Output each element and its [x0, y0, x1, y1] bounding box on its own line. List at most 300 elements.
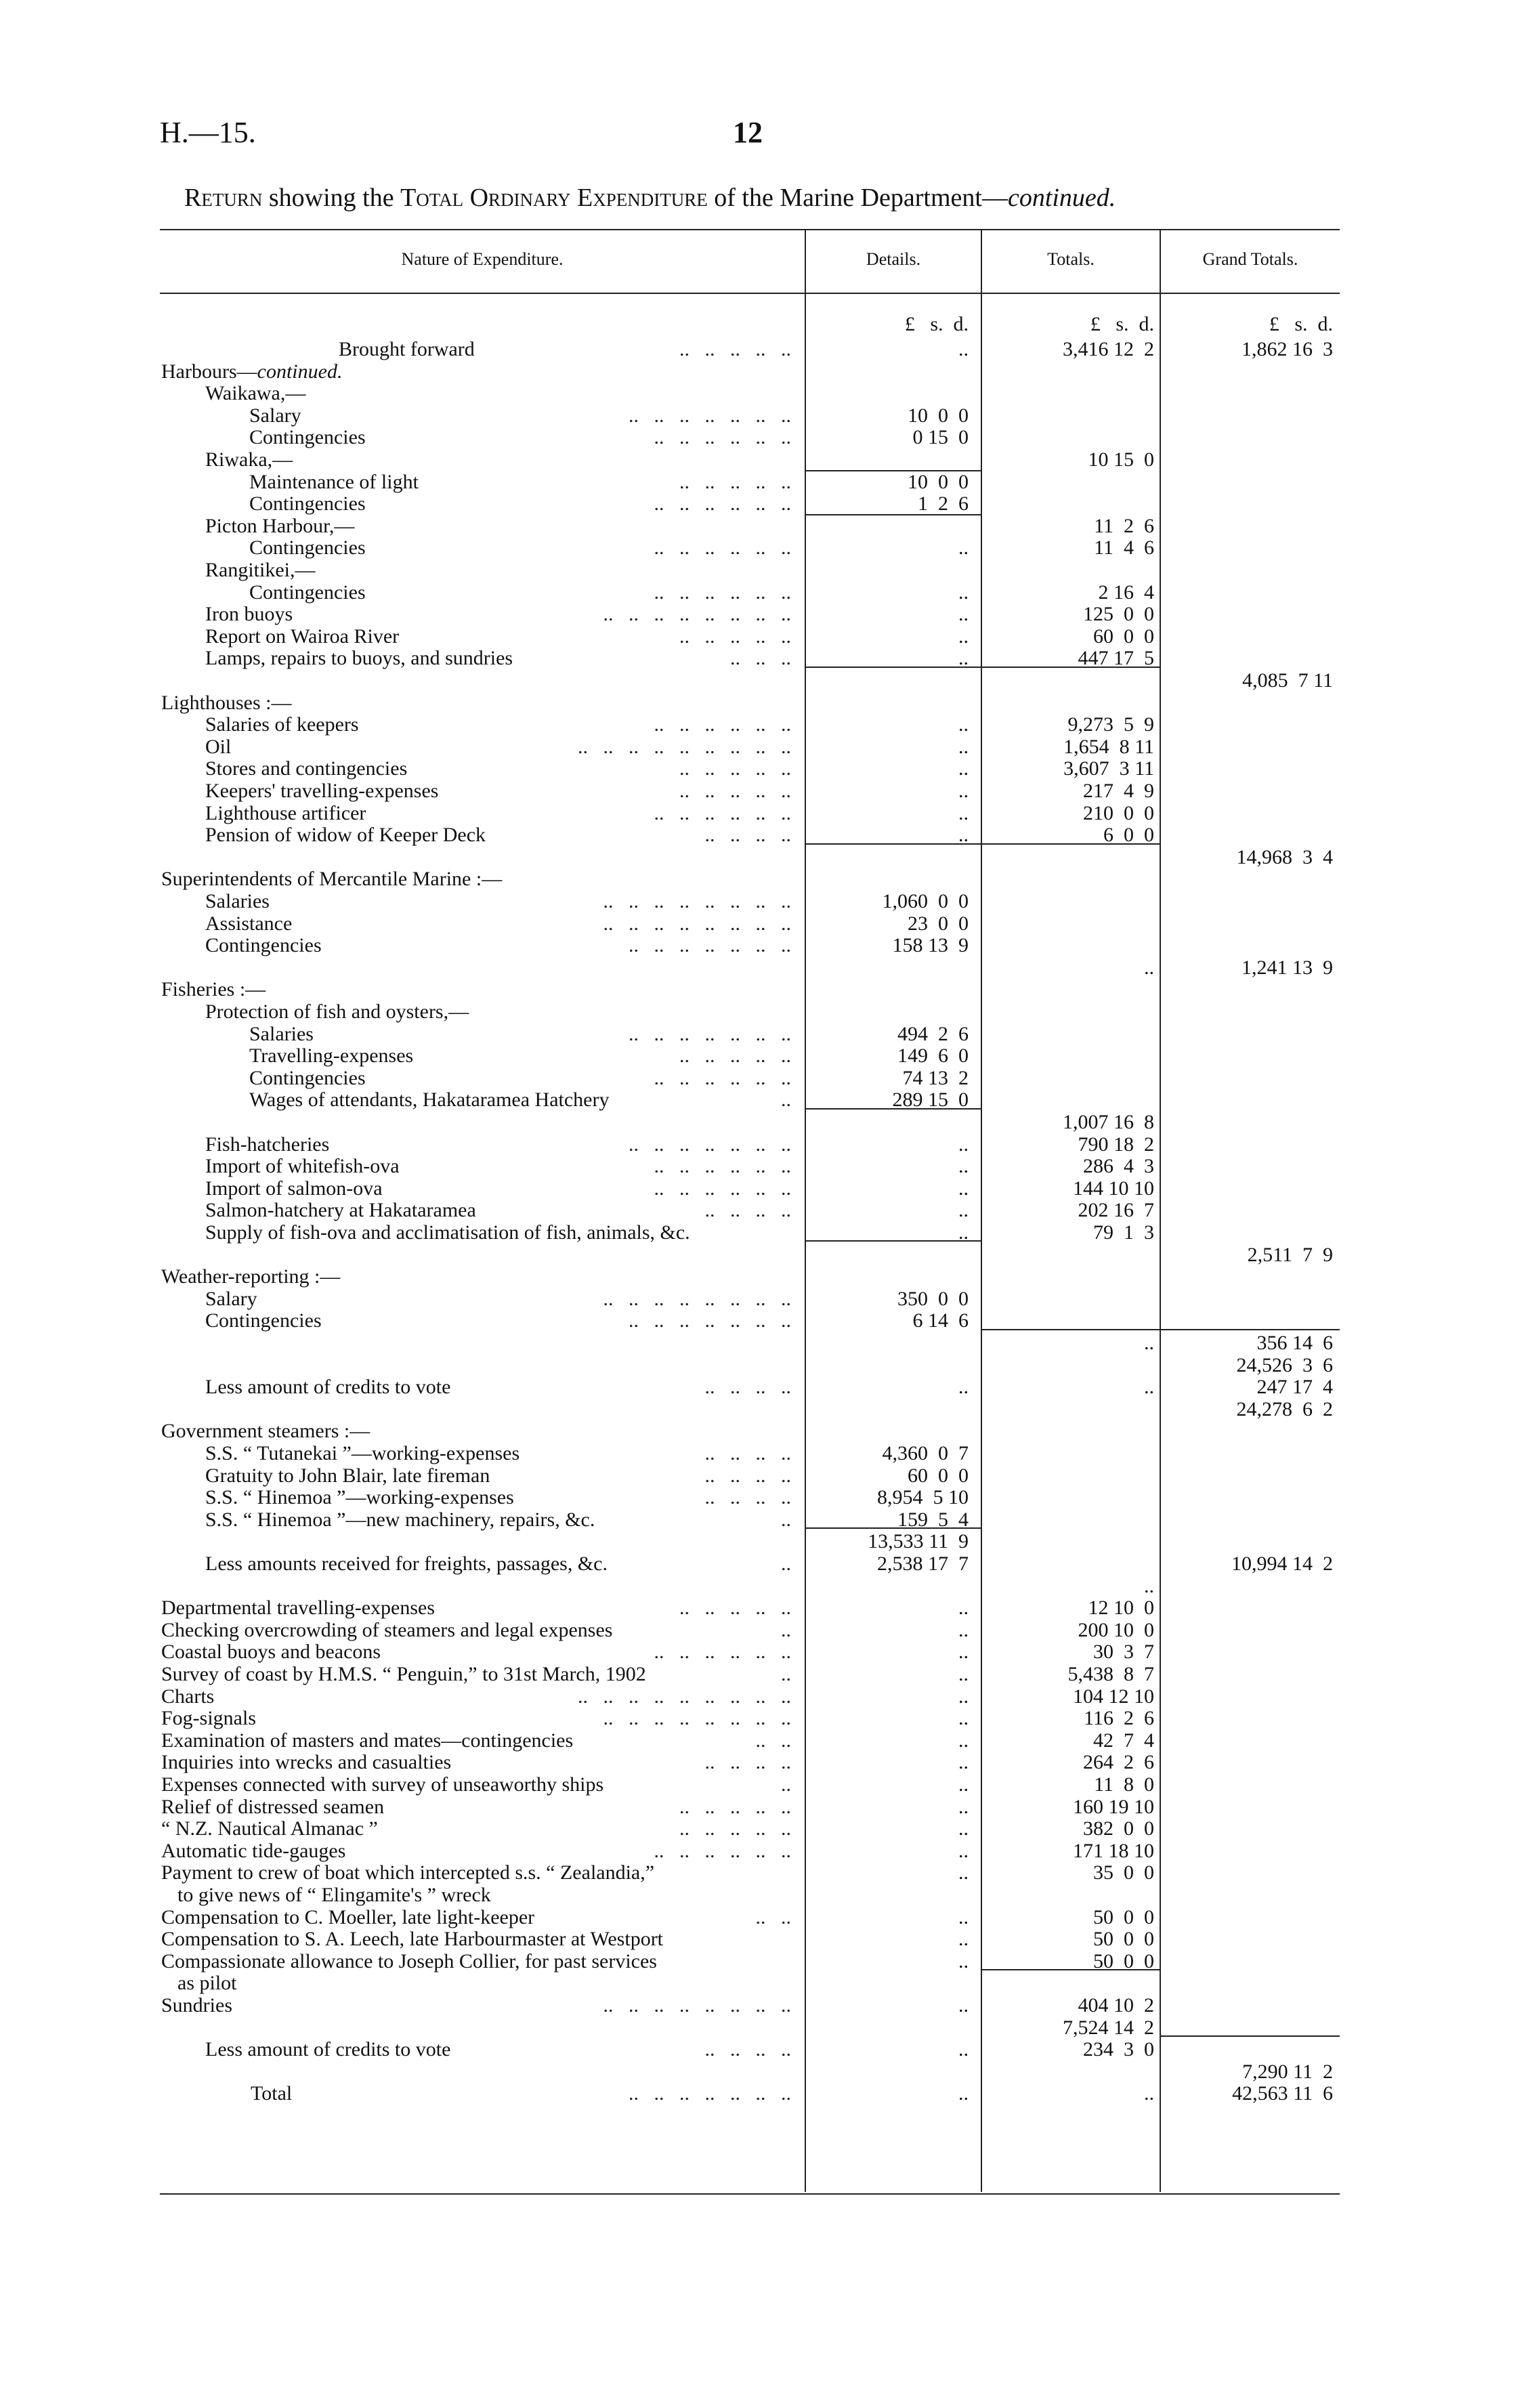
totals-cell: 5,438 8 7 — [1067, 1663, 1154, 1685]
totals-cell: 10 15 0 — [1088, 448, 1154, 471]
totals-cell: 3,416 12 2 — [1063, 338, 1154, 360]
label-text: Checking overcrowding of steamers and legal expenses — [161, 1618, 613, 1641]
sum-rule — [806, 843, 981, 845]
label-text: Maintenance of light — [249, 470, 419, 493]
header-bottom-rule — [160, 293, 1340, 294]
label-text: Salmon-hatchery at Hakataramea — [205, 1199, 476, 1222]
row-label — [249, 537, 366, 559]
row-label — [177, 1972, 237, 1994]
grand-total-cell: 14,968 3 4 — [1236, 845, 1333, 868]
details-cell: .. — [958, 1773, 969, 1796]
label-text: Contingencies — [249, 426, 366, 449]
table-row — [0, 1686, 1528, 1708]
leader-dots: .. .. .. .. .. .. — [654, 492, 791, 515]
totals-cell: 447 17 5 — [1078, 647, 1154, 670]
title-part: showing the — [262, 184, 401, 212]
table-row — [0, 471, 1528, 493]
table-row — [0, 383, 1528, 404]
table-row — [0, 1641, 1528, 1663]
table-row — [0, 780, 1528, 802]
label-text: Less amount of credits to vote — [205, 2038, 451, 2061]
table-row — [0, 1995, 1528, 2016]
table-row — [0, 1288, 1528, 1310]
row-label — [205, 824, 486, 846]
label-text: Pension of widow of Keeper Deck — [205, 824, 486, 847]
leader-dots: .. .. .. .. .. .. — [654, 1066, 791, 1089]
details-cell: .. — [958, 780, 969, 802]
totals-cell: 7,524 14 2 — [1063, 2016, 1154, 2039]
label-text: Compassionate allowance to Joseph Collier, for past services — [161, 1949, 657, 1972]
label-text: as pilot — [177, 1972, 237, 1995]
table-row — [0, 1420, 1528, 1442]
title-part: continued. — [1007, 184, 1116, 212]
row-label — [249, 471, 419, 493]
row-label — [249, 427, 366, 448]
label-text: Salaries — [249, 1022, 314, 1045]
details-cell: 10 0 0 — [908, 404, 969, 427]
row-label — [205, 626, 399, 648]
row-label — [205, 1376, 450, 1398]
row-label — [161, 868, 502, 890]
row-label — [205, 935, 322, 956]
row-label — [161, 1708, 256, 1729]
row-label — [249, 405, 301, 427]
row-label — [205, 1001, 469, 1023]
table-row — [0, 582, 1528, 604]
label-text: Contingencies — [205, 1309, 322, 1332]
row-label — [161, 1730, 573, 1752]
details-cell: .. — [958, 2038, 969, 2061]
table-row — [0, 1752, 1528, 1773]
totals-cell: 50 0 0 — [1093, 1928, 1154, 1951]
leader-dots: .. .. .. .. .. .. .. .. — [603, 1994, 791, 2016]
label-text: Payment to crew of boat which intercepted s.s. “ Zealandia,” — [161, 1861, 655, 1884]
label-text: Departmental travelling-expenses — [161, 1597, 436, 1620]
totals-cell: .. — [1144, 1574, 1154, 1597]
totals-cell: 202 16 7 — [1078, 1199, 1154, 1222]
grand-total-cell: 2,511 7 9 — [1247, 1243, 1333, 1266]
row-label — [249, 493, 366, 515]
label-text: Less amounts received for freights, passages, &c. — [205, 1552, 608, 1575]
table-row — [0, 1818, 1528, 1840]
details-cell: .. — [958, 1861, 969, 1884]
table-row — [0, 1664, 1528, 1685]
totals-cell: .. — [1144, 2082, 1154, 2105]
label-text: Coastal buoys and beacons — [161, 1641, 381, 1664]
grand-total-cell: 1,862 16 3 — [1242, 338, 1333, 360]
grand-total-cell: 247 17 4 — [1256, 1376, 1333, 1399]
table-row — [0, 1487, 1528, 1508]
row-label — [161, 1840, 345, 1862]
table-row — [0, 515, 1528, 537]
details-cell: .. — [958, 1729, 969, 1752]
details-cell: .. — [958, 1839, 969, 1862]
row-label — [205, 449, 293, 471]
label-text: Fisheries :— — [161, 978, 266, 1001]
row-label — [249, 1089, 610, 1111]
totals-cell: 50 0 0 — [1093, 1949, 1154, 1972]
details-cell: .. — [958, 1994, 969, 2016]
totals-cell: 1,654 8 11 — [1063, 735, 1154, 758]
row-label — [205, 559, 315, 581]
sum-rule — [982, 1969, 1160, 1970]
label-text: Import of salmon-ova — [205, 1177, 383, 1200]
header-nature: Nature of Expenditure. — [401, 249, 564, 269]
leader-dots: .. .. .. .. .. .. — [654, 536, 791, 559]
row-label — [161, 1796, 384, 1818]
row-label — [205, 803, 366, 824]
sum-rule — [1161, 2035, 1340, 2037]
details-cell: 4,360 0 7 — [882, 1442, 969, 1464]
leader-dots: .. .. .. .. .. .. — [654, 1155, 791, 1178]
sum-rule — [806, 514, 981, 515]
row-label — [161, 1686, 214, 1708]
page-number: 12 — [733, 116, 763, 149]
row-label — [205, 1200, 476, 1221]
details-cell: .. — [958, 1949, 969, 1972]
sum-rule — [806, 1527, 981, 1529]
totals-cell: 200 10 0 — [1078, 1618, 1154, 1641]
leader-dots: .. — [781, 1663, 791, 1685]
label-text: Contingencies — [249, 492, 366, 515]
row-label — [161, 979, 266, 1000]
label-text: Rangitikei,— — [205, 559, 316, 581]
details-cell: 494 2 6 — [897, 1022, 969, 1045]
table-row — [0, 2083, 1528, 2105]
label-text: Harbours— — [161, 360, 257, 383]
table-row — [0, 1156, 1528, 1177]
details-cell: .. — [958, 1177, 969, 1200]
label-text: Contingencies — [249, 1066, 366, 1089]
details-cell: .. — [958, 824, 969, 847]
totals-cell: 1,007 16 8 — [1063, 1111, 1154, 1133]
leader-dots: .. .. .. .. .. .. .. — [629, 404, 791, 427]
row-label — [205, 1443, 519, 1464]
label-text: Automatic tide-gauges — [161, 1839, 346, 1862]
row-label — [249, 1023, 314, 1045]
details-cell: .. — [958, 625, 969, 648]
leader-dots: .. .. .. .. .. .. — [654, 801, 791, 824]
row-label — [205, 891, 270, 912]
table-row — [0, 1620, 1528, 1641]
leader-dots: .. .. — [755, 1729, 791, 1752]
label-text: Protection of fish and oysters,— — [205, 1000, 469, 1023]
leader-dots: .. .. .. .. .. .. .. — [629, 1022, 791, 1045]
label-text: Brought forward — [339, 338, 475, 360]
totals-cell: 217 4 9 — [1083, 780, 1154, 802]
leader-dots: .. .. .. .. .. — [679, 1597, 791, 1620]
label-text: Import of whitefish-ova — [205, 1155, 400, 1178]
table-row — [0, 2061, 1528, 2083]
details-cell: .. — [958, 1155, 969, 1178]
leader-dots: .. .. .. .. .. .. .. .. — [603, 1287, 791, 1310]
table-row — [0, 405, 1528, 427]
label-text: Charts — [161, 1685, 215, 1708]
row-label — [161, 361, 342, 383]
row-label — [161, 1641, 381, 1663]
header-details: Details. — [866, 249, 921, 269]
currency-totals: £ s. d. — [1090, 313, 1154, 335]
table-row — [0, 1376, 1528, 1398]
leader-dots: .. — [781, 1552, 791, 1575]
row-label — [161, 1995, 232, 2016]
row-label — [161, 1752, 451, 1773]
table-row — [0, 957, 1528, 979]
row-label — [161, 1928, 663, 1950]
totals-cell: .. — [1144, 1376, 1154, 1399]
table-row — [0, 361, 1528, 383]
label-text: Lighthouses :— — [161, 691, 292, 714]
leader-dots: .. .. .. .. .. .. .. .. — [603, 912, 791, 935]
details-cell: .. — [958, 647, 969, 670]
row-label — [339, 339, 475, 360]
label-text: Iron buoys — [205, 603, 293, 626]
label-text: Salary — [249, 404, 301, 427]
totals-cell: 382 0 0 — [1083, 1817, 1154, 1840]
totals-cell: 11 4 6 — [1094, 536, 1154, 559]
row-label — [205, 780, 438, 802]
details-cell: 158 13 9 — [892, 934, 969, 957]
grand-total-cell: 42,563 11 6 — [1232, 2082, 1333, 2105]
table-top-rule — [160, 229, 1340, 230]
row-label — [205, 758, 407, 780]
details-cell: .. — [958, 1707, 969, 1730]
leader-dots: .. .. .. .. .. .. — [654, 713, 791, 736]
label-text: Examination of masters and mates—contingencies — [161, 1729, 574, 1752]
leader-dots: .. .. .. .. .. .. .. — [629, 1309, 791, 1332]
row-label — [205, 1222, 690, 1244]
totals-cell: 116 2 6 — [1084, 1707, 1154, 1730]
totals-cell: .. — [1144, 956, 1154, 979]
table-row — [0, 626, 1528, 648]
table-row — [0, 1355, 1528, 1376]
leader-dots: .. .. .. .. — [704, 2038, 791, 2061]
table-row — [0, 1708, 1528, 1729]
table-row — [0, 1001, 1528, 1023]
leader-dots: .. .. .. .. — [704, 1486, 791, 1509]
row-label — [161, 1862, 654, 1884]
label-text: Supply of fish-ova and acclimatisation of fish, animals, &c. — [205, 1221, 690, 1244]
row-label — [205, 1178, 383, 1200]
row-label — [205, 383, 305, 404]
table-row — [0, 714, 1528, 736]
table-bottom-rule — [160, 2193, 1340, 2195]
leader-dots: .. .. .. — [730, 647, 791, 670]
table-row — [0, 2039, 1528, 2061]
table-row — [0, 1531, 1528, 1552]
leader-dots: .. .. .. .. .. — [679, 470, 791, 493]
details-cell: .. — [958, 1817, 969, 1840]
details-cell: .. — [958, 1133, 969, 1156]
table-row — [0, 891, 1528, 912]
details-cell: 1 2 6 — [918, 492, 969, 515]
leader-dots: .. .. .. .. .. .. .. — [629, 1133, 791, 1156]
totals-cell: 42 7 4 — [1093, 1729, 1154, 1752]
details-cell: 10 0 0 — [908, 470, 969, 493]
leader-dots: .. .. .. .. — [704, 1442, 791, 1464]
details-cell: 60 0 0 — [908, 1464, 969, 1487]
row-label — [161, 1907, 534, 1928]
table-row — [0, 692, 1528, 714]
totals-cell: 125 0 0 — [1083, 603, 1154, 626]
leader-dots: .. .. .. .. .. .. — [654, 1177, 791, 1200]
row-label — [205, 1288, 257, 1310]
label-text: Sundries — [161, 1994, 232, 2016]
table-row — [0, 913, 1528, 935]
table-row — [0, 1222, 1528, 1244]
leader-dots: .. — [781, 1089, 791, 1112]
details-cell: .. — [958, 1597, 969, 1620]
details-cell: 0 15 0 — [912, 426, 969, 449]
table-row — [0, 1796, 1528, 1818]
label-text: Salaries — [205, 890, 270, 912]
table-row — [0, 1553, 1528, 1575]
sum-rule — [982, 667, 1160, 668]
table-row — [0, 1774, 1528, 1796]
label-text: Travelling-expenses — [249, 1044, 414, 1068]
totals-cell: 3,607 3 11 — [1063, 757, 1154, 780]
currency-grand: £ s. d. — [1269, 313, 1333, 335]
table-row — [0, 1244, 1528, 1266]
table-row — [0, 1112, 1528, 1133]
row-label — [161, 1420, 370, 1442]
header-grand: Grand Totals. — [1202, 249, 1298, 269]
details-cell: 149 6 0 — [897, 1044, 969, 1068]
totals-cell: 790 18 2 — [1078, 1133, 1154, 1156]
totals-cell: 160 19 10 — [1073, 1795, 1154, 1818]
totals-cell: 12 10 0 — [1088, 1597, 1154, 1620]
leader-dots: .. .. .. .. .. .. .. .. — [603, 1707, 791, 1730]
leader-dots: .. .. .. .. .. — [679, 338, 791, 360]
grand-total-cell: 4,085 7 11 — [1242, 669, 1333, 692]
details-cell: 13,533 11 9 — [868, 1530, 969, 1553]
leader-dots: .. .. .. .. .. — [679, 1795, 791, 1818]
row-label — [161, 1774, 603, 1796]
table-row — [0, 1730, 1528, 1752]
label-text: Salaries of keepers — [205, 713, 359, 736]
details-cell: .. — [958, 735, 969, 758]
label-text: S.S. “ Tutanekai ”—working-expenses — [205, 1442, 520, 1464]
leader-dots: .. .. .. .. .. .. — [654, 580, 791, 604]
sum-rule — [806, 1240, 981, 1242]
leader-dots: .. .. .. .. .. .. .. .. — [603, 890, 791, 912]
leader-dots: .. .. .. .. — [704, 1464, 791, 1487]
details-cell: .. — [958, 1663, 969, 1685]
details-cell: .. — [958, 536, 969, 559]
table-row — [0, 935, 1528, 956]
table-row — [0, 1576, 1528, 1597]
label-text: Inquiries into wrecks and casualties — [161, 1751, 452, 1774]
label-text: Keepers' travelling-expenses — [205, 780, 439, 802]
label-text: Less amount of credits to vote — [205, 1376, 451, 1399]
leader-dots: .. .. .. .. — [704, 1376, 791, 1399]
table-row — [0, 1089, 1528, 1111]
table-row — [0, 1443, 1528, 1464]
leader-dots: .. — [781, 1773, 791, 1796]
totals-cell: 30 3 7 — [1093, 1641, 1154, 1664]
details-cell: .. — [958, 1221, 969, 1244]
table-row — [0, 427, 1528, 448]
table-row — [0, 1023, 1528, 1045]
details-cell: .. — [958, 757, 969, 780]
label-text: Picton Harbour,— — [205, 514, 355, 537]
table-row — [0, 979, 1528, 1000]
totals-cell: 144 10 10 — [1073, 1177, 1154, 1200]
table-row — [0, 824, 1528, 846]
table-row — [0, 1465, 1528, 1487]
totals-cell: 210 0 0 — [1083, 801, 1154, 824]
row-label — [161, 1951, 657, 1972]
leader-dots: .. .. .. .. .. .. .. .. .. — [578, 1685, 791, 1708]
label-text: Contingencies — [249, 580, 366, 604]
totals-cell: 50 0 0 — [1093, 1905, 1154, 1928]
label-text: Superintendents of Mercantile Marine :— — [161, 868, 503, 891]
label-text: S.S. “ Hinemoa ”—new machinery, repairs, &c. — [205, 1508, 595, 1531]
totals-cell: 2 16 4 — [1098, 580, 1154, 604]
row-label — [205, 1310, 322, 1332]
label-text: “ N.Z. Nautical Almanac ” — [161, 1817, 378, 1840]
totals-cell: 11 2 6 — [1094, 514, 1154, 537]
table-row — [0, 847, 1528, 868]
table-row — [0, 1045, 1528, 1067]
row-label — [161, 1818, 378, 1840]
table-row — [0, 1972, 1528, 1994]
label-text: Total — [251, 2082, 293, 2105]
details-cell: 23 0 0 — [908, 912, 969, 935]
label-text: Fish-hatcheries — [205, 1133, 330, 1156]
title-part: of the Marine Department— — [707, 184, 1008, 212]
leader-dots: .. .. .. .. .. .. .. — [629, 2082, 791, 2105]
grand-total-cell: 356 14 6 — [1256, 1332, 1333, 1354]
details-cell: 350 0 0 — [897, 1287, 969, 1310]
row-label — [161, 692, 292, 714]
table-row — [0, 1862, 1528, 1884]
sum-rule — [806, 1108, 981, 1110]
details-cell: .. — [958, 2082, 969, 2105]
table-row — [0, 868, 1528, 890]
table-row — [0, 1907, 1528, 1928]
label-text: Expenses connected with survey of unseaworthy ships — [161, 1773, 604, 1796]
details-cell: .. — [958, 603, 969, 626]
leader-dots: .. .. .. .. .. — [679, 1817, 791, 1840]
leader-dots: .. .. .. .. .. .. — [654, 426, 791, 449]
table-row — [0, 1884, 1528, 1906]
totals-cell: 60 0 0 — [1093, 625, 1154, 648]
label-text: Gratuity to John Blair, late fireman — [205, 1464, 490, 1487]
row-label — [251, 2083, 292, 2105]
totals-cell: 6 0 0 — [1103, 824, 1154, 847]
sum-rule — [982, 1329, 1160, 1330]
leader-dots: .. — [781, 1508, 791, 1531]
details-cell: .. — [958, 801, 969, 824]
table-row — [0, 604, 1528, 625]
details-cell: .. — [958, 1685, 969, 1708]
totals-cell: 11 8 0 — [1094, 1773, 1154, 1796]
label-text: Assistance — [205, 912, 293, 935]
row-label — [205, 913, 292, 935]
table-row — [0, 1134, 1528, 1156]
table-row — [0, 1332, 1528, 1354]
table-row — [0, 449, 1528, 471]
leader-dots: .. .. — [755, 1905, 791, 1928]
leader-dots: .. .. .. .. .. .. — [654, 1839, 791, 1862]
label-text: Compensation to C. Moeller, late light-keeper — [161, 1905, 535, 1928]
table-row — [0, 559, 1528, 581]
report-code: H.—15. — [160, 116, 256, 149]
leader-dots: .. .. .. .. — [704, 1199, 791, 1222]
details-cell: .. — [958, 1199, 969, 1222]
label-text: Oil — [205, 735, 232, 758]
